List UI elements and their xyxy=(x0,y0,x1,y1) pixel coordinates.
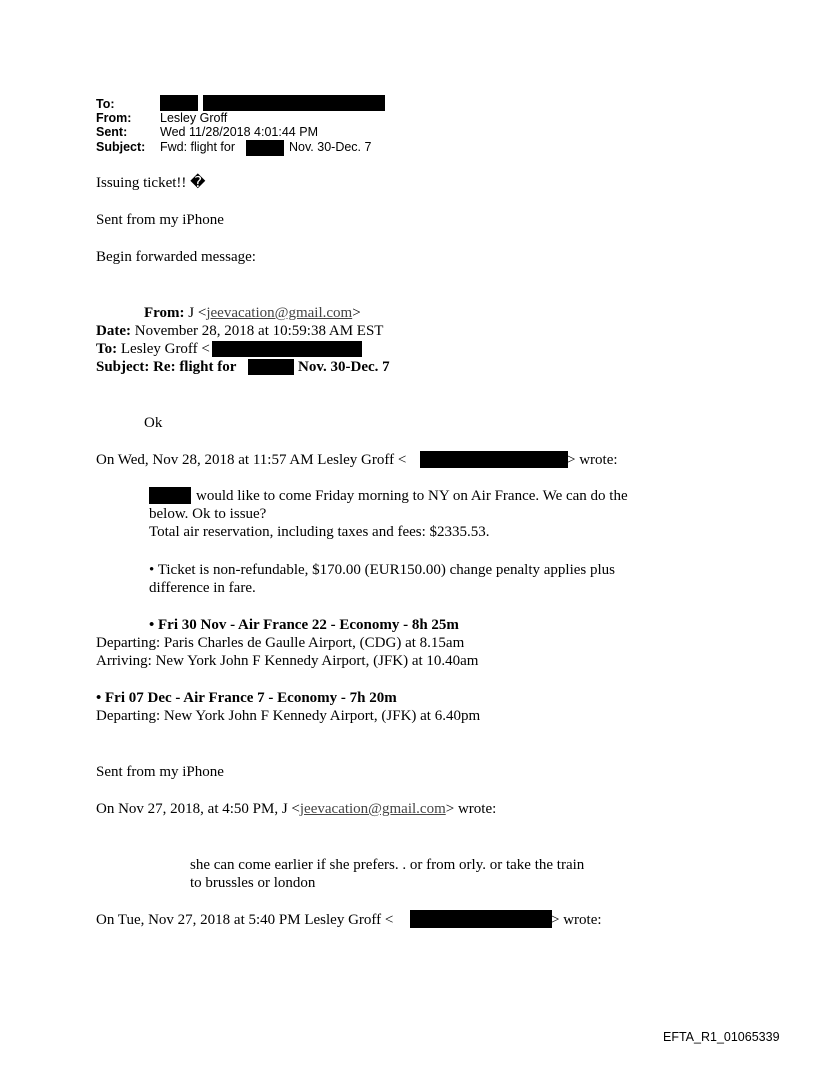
quote1-intro-prefix: On Wed, Nov 28, 2018 at 11:57 AM Lesley Groff < xyxy=(96,452,407,468)
fwd-subject-label: Subject: xyxy=(96,359,150,375)
quote2-intro-suffix: > wrote: xyxy=(445,801,497,817)
fwd-from-prefix: J < xyxy=(188,305,207,321)
redacted-quote1-email xyxy=(420,451,568,468)
subject-suffix: Nov. 30-Dec. 7 xyxy=(289,140,372,154)
quote1-signature: Sent from my iPhone xyxy=(96,764,224,780)
fwd-from-line xyxy=(144,304,361,322)
redacted-to-1 xyxy=(160,95,198,111)
fwd-from-email-link[interactable]: jeevacation@gmail.com xyxy=(206,305,353,321)
redacted-fwd-to xyxy=(212,341,362,357)
fwd-date-line xyxy=(96,322,383,340)
quote2-intro-prefix: On Nov 27, 2018, at 4:50 PM, J < xyxy=(96,801,300,817)
fwd-to-line xyxy=(96,340,210,358)
quote2-line2: to brussles or london xyxy=(190,875,316,891)
fwd-to-value: Lesley Groff < xyxy=(120,341,210,357)
to-label: To: xyxy=(96,97,115,111)
subject-prefix: Fwd: flight for xyxy=(160,140,236,154)
reply-ok: Ok xyxy=(144,415,163,431)
sent-label: Sent: xyxy=(96,125,128,139)
quote1-intro-suffix: > wrote: xyxy=(567,452,618,468)
redacted-quote3-email xyxy=(410,910,552,928)
fwd-subject-suffix-wrap xyxy=(298,358,390,376)
fwd-subject-line xyxy=(96,358,236,376)
redacted-fwd-subject xyxy=(248,359,294,375)
flight2-title: • Fri 07 Dec - Air France 7 - Economy - 7h 20m xyxy=(96,690,397,706)
fwd-subject-prefix: Re: flight for xyxy=(153,359,237,375)
body-line-sent-from: Sent from my iPhone xyxy=(96,212,224,228)
redacted-to-2 xyxy=(203,95,385,111)
quote1-bullet1-line1: • Ticket is non-refundable, $170.00 (EUR150.00) change penalty applies plus xyxy=(149,562,616,578)
fwd-from-label: From: xyxy=(144,305,185,321)
quote2-intro xyxy=(96,800,496,818)
fwd-to-label: To: xyxy=(96,341,118,357)
flight1-title: • Fri 30 Nov - Air France 22 - Economy - 8h 25m xyxy=(149,617,459,633)
redacted-quote1-name xyxy=(149,487,191,504)
redacted-subject xyxy=(246,140,284,156)
from-label: From: xyxy=(96,111,132,125)
fwd-subject-suffix: Nov. 30-Dec. 7 xyxy=(298,359,390,375)
quote1-p1-line2: below. Ok to issue? xyxy=(149,506,267,522)
quote1-p1-line3: Total air reservation, including taxes and fees: $2335.53. xyxy=(149,524,490,540)
flight1-arriving: Arriving: New York John F Kennedy Airport, (JFK) at 10.40am xyxy=(96,653,479,669)
fwd-date-value: November 28, 2018 at 10:59:38 AM EST xyxy=(134,323,384,339)
flight2-departing: Departing: New York John F Kennedy Airport, (JFK) at 6.40pm xyxy=(96,708,481,724)
quote1-bullet1-line2: difference in fare. xyxy=(149,580,256,596)
quote3-intro-suffix: > wrote: xyxy=(551,912,602,928)
sent-value: Wed 11/28/2018 4:01:44 PM xyxy=(160,125,318,139)
quote1-p1-line1: would like to come Friday morning to NY on Air France. We can do the xyxy=(196,488,628,504)
subject-label: Subject: xyxy=(96,140,146,154)
body-line-begin-forwarded: Begin forwarded message: xyxy=(96,249,256,265)
fwd-date-label: Date: xyxy=(96,323,131,339)
fwd-from-suffix: > xyxy=(352,305,361,321)
quote3-intro-prefix: On Tue, Nov 27, 2018 at 5:40 PM Lesley Groff < xyxy=(96,912,394,928)
body-line-issuing: Issuing ticket!! � xyxy=(96,175,206,191)
document-id: EFTA_R1_01065339 xyxy=(663,1030,780,1044)
flight1-departing: Departing: Paris Charles de Gaulle Airport, (CDG) at 8.15am xyxy=(96,635,465,651)
quote2-email-link[interactable]: jeevacation@gmail.com xyxy=(299,801,446,817)
from-value: Lesley Groff xyxy=(160,111,228,125)
quote2-line1: she can come earlier if she prefers. . or from orly. or take the train xyxy=(190,857,585,873)
